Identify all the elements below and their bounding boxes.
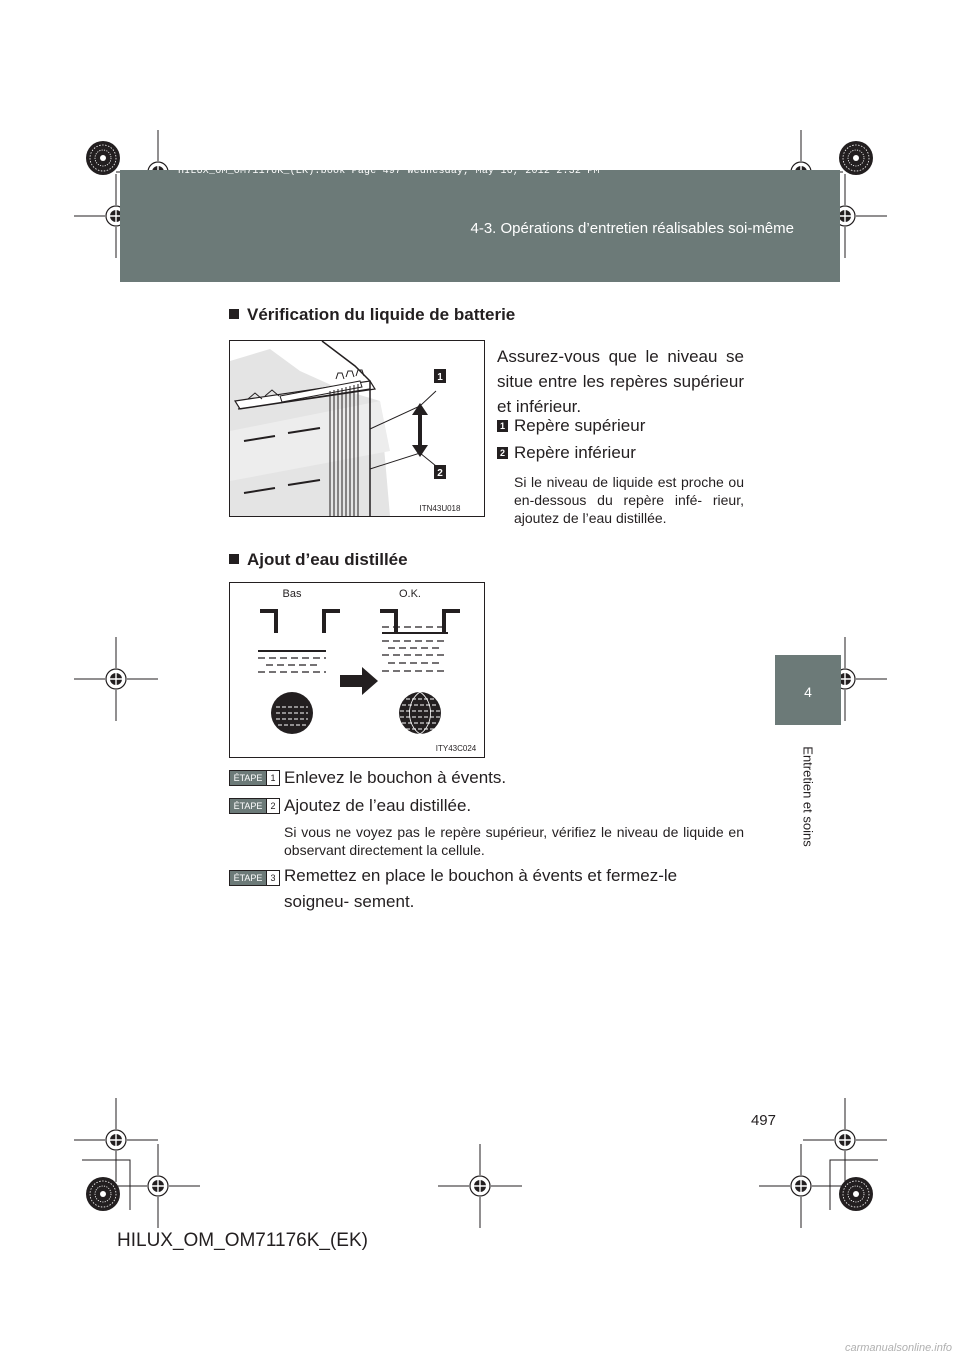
- legend-label-lower: Repère inférieur: [514, 443, 636, 462]
- legend-item-upper: [497, 416, 645, 436]
- svg-text:1: 1: [437, 372, 443, 383]
- battery-level-figure: [229, 340, 485, 517]
- step-2-note: Si vous ne voyez pas le repère supérieur, vérifiez le niveau de liquide en observant directement la cellule.: [284, 824, 744, 858]
- square-bullet-icon: [229, 554, 239, 564]
- book-stamp: HILUX_OM_OM71176K_(EK).book Page 497 Wednesday, May 16, 2012 2:32 PM: [178, 166, 600, 177]
- step-1-text: Enlevez le bouchon à évents.: [284, 768, 507, 787]
- distilled-water-title: Ajout d’eau distillée: [247, 550, 408, 569]
- distilled-water-figure: [229, 582, 485, 758]
- svg-text:2: 2: [437, 468, 443, 479]
- battery-figure-code: ITN43U018: [419, 504, 461, 513]
- number-1-badge: 1: [497, 420, 508, 432]
- battery-check-title: Vérification du liquide de batterie: [247, 305, 516, 324]
- legend-item-lower: [497, 443, 636, 463]
- battery-note: Si le niveau de liquide est proche ou en-dessous du repère infé- rieur, ajoutez de l’eau distillée.: [514, 474, 744, 526]
- step-2-badge: ÉTAPE 2: [229, 798, 280, 814]
- side-tab-number: 4: [804, 684, 812, 700]
- page-number: 497: [750, 1112, 776, 1129]
- section-title: 4-3. Opérations d’entretien réalisables soi-même: [470, 220, 794, 237]
- side-tab-label-wrap: [796, 746, 820, 846]
- document-code: HILUX_OM_OM71176K_(EK): [117, 1230, 368, 1251]
- battery-intro: Assurez-vous que le niveau se situe entre les repères supérieur et inférieur.: [497, 347, 744, 416]
- number-2-badge: 2: [497, 447, 508, 459]
- battery-illustration: [230, 341, 484, 516]
- square-bullet-icon: [229, 309, 239, 319]
- water-figure-code: ITY43C024: [435, 744, 477, 753]
- legend-label-upper: Repère supérieur: [514, 416, 646, 435]
- water-level-illustration: [230, 583, 484, 757]
- step-1-badge: ÉTAPE 1: [229, 770, 280, 786]
- step-2-text: Ajoutez de l’eau distillée.: [284, 796, 472, 815]
- battery-check-heading: [229, 305, 515, 325]
- label-ok: O.K.: [398, 588, 422, 600]
- side-tab-label: Entretien et soins: [800, 745, 816, 847]
- distilled-water-heading: [229, 550, 408, 570]
- step-3-badge: ÉTAPE 3: [229, 870, 280, 886]
- step-3-text: Remettez en place le bouchon à évents et fermez-le soigneu- sement.: [284, 866, 678, 911]
- label-low: Bas: [282, 588, 302, 600]
- watermark: carmanualsonline.info: [844, 1342, 952, 1354]
